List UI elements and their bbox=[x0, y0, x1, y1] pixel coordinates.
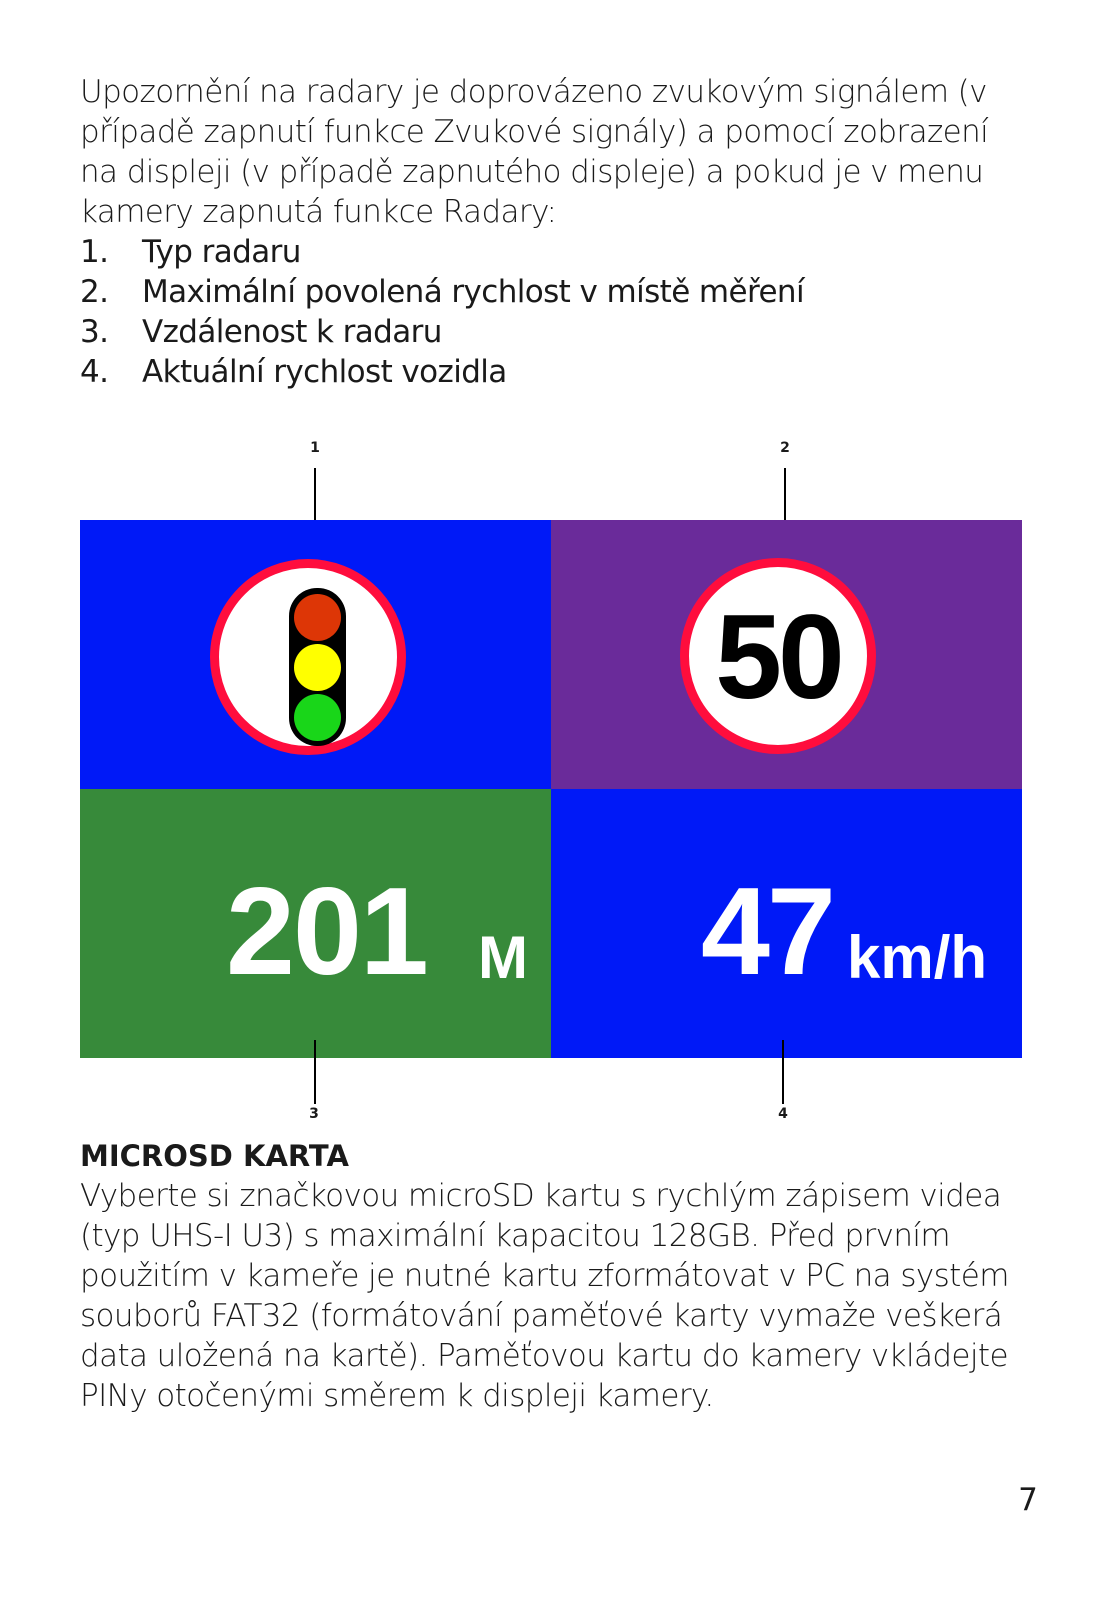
current-speed-unit: km/h bbox=[847, 924, 988, 991]
red-lamp bbox=[294, 594, 341, 641]
intro-line: případě zapnutí funkce Zvukové signály) a pomocí zobrazení bbox=[80, 114, 989, 150]
current-speed-panel bbox=[551, 789, 1022, 1058]
yellow-lamp bbox=[294, 644, 341, 691]
speed-limit-value: 50 bbox=[715, 590, 841, 724]
callout-3-label: 3 bbox=[309, 1106, 319, 1122]
section-paragraph bbox=[80, 1176, 1040, 1416]
list-item bbox=[80, 312, 804, 352]
distance-panel bbox=[80, 789, 551, 1058]
display-legend-list bbox=[80, 232, 804, 392]
list-item-text: Aktuální rychlost vozidla bbox=[142, 354, 507, 390]
list-item-text: Typ radaru bbox=[142, 234, 301, 270]
page-number: 7 bbox=[1018, 1482, 1038, 1518]
green-lamp bbox=[294, 694, 341, 741]
callout-1-label: 1 bbox=[310, 440, 320, 456]
list-item-number: 4. bbox=[80, 354, 109, 390]
list-item-text: Maximální povolená rychlost v místě měření bbox=[142, 274, 804, 310]
current-speed-value: 47 bbox=[701, 863, 833, 1001]
list-item bbox=[80, 232, 804, 272]
intro-line: na displeji (v případě zapnutého displeje) a pokud je v menu bbox=[80, 154, 984, 190]
speed-limit-panel bbox=[551, 520, 1022, 789]
list-item bbox=[80, 272, 804, 312]
paragraph-line: použitím v kameře je nutné kartu zformátovat v PC na systém bbox=[80, 1258, 1009, 1294]
intro-paragraph bbox=[80, 72, 1040, 232]
callout-4-label: 4 bbox=[778, 1106, 788, 1122]
radar-type-sign bbox=[210, 559, 406, 755]
list-item-number: 3. bbox=[80, 314, 109, 350]
distance-value: 201 bbox=[226, 863, 427, 1001]
list-item-text: Vzdálenost k radaru bbox=[142, 314, 442, 350]
paragraph-line: (typ UHS-I U3) s maximální kapacitou 128GB. Před prvním bbox=[80, 1218, 951, 1254]
intro-line: Upozornění na radary je doprovázeno zvukovým signálem (v bbox=[80, 74, 987, 110]
paragraph-line: Vyberte si značkovou microSD kartu s rychlým zápisem videa bbox=[80, 1178, 1002, 1214]
distance-unit: M bbox=[478, 924, 528, 991]
speed-limit-sign bbox=[680, 558, 876, 754]
radar-type-panel bbox=[80, 520, 551, 789]
traffic-light-icon bbox=[289, 588, 346, 746]
list-item bbox=[80, 352, 804, 392]
list-item-number: 1. bbox=[80, 234, 109, 270]
paragraph-line: data uložená na kartě). Paměťovou kartu do kamery vkládejte bbox=[80, 1338, 1008, 1374]
callout-2-label: 2 bbox=[780, 440, 790, 456]
list-item-number: 2. bbox=[80, 274, 109, 310]
callout-4-line bbox=[782, 1040, 784, 1104]
radar-display-illustration bbox=[80, 520, 1022, 1058]
section-heading: MICROSD KARTA bbox=[80, 1139, 349, 1173]
intro-line: kamery zapnutá funkce Radary: bbox=[80, 194, 557, 230]
paragraph-line: PINy otočenými směrem k displeji kamery. bbox=[80, 1378, 714, 1414]
callout-3-line bbox=[314, 1040, 316, 1104]
paragraph-line: souborů FAT32 (formátování paměťové karty vymaže veškerá bbox=[80, 1298, 1003, 1334]
